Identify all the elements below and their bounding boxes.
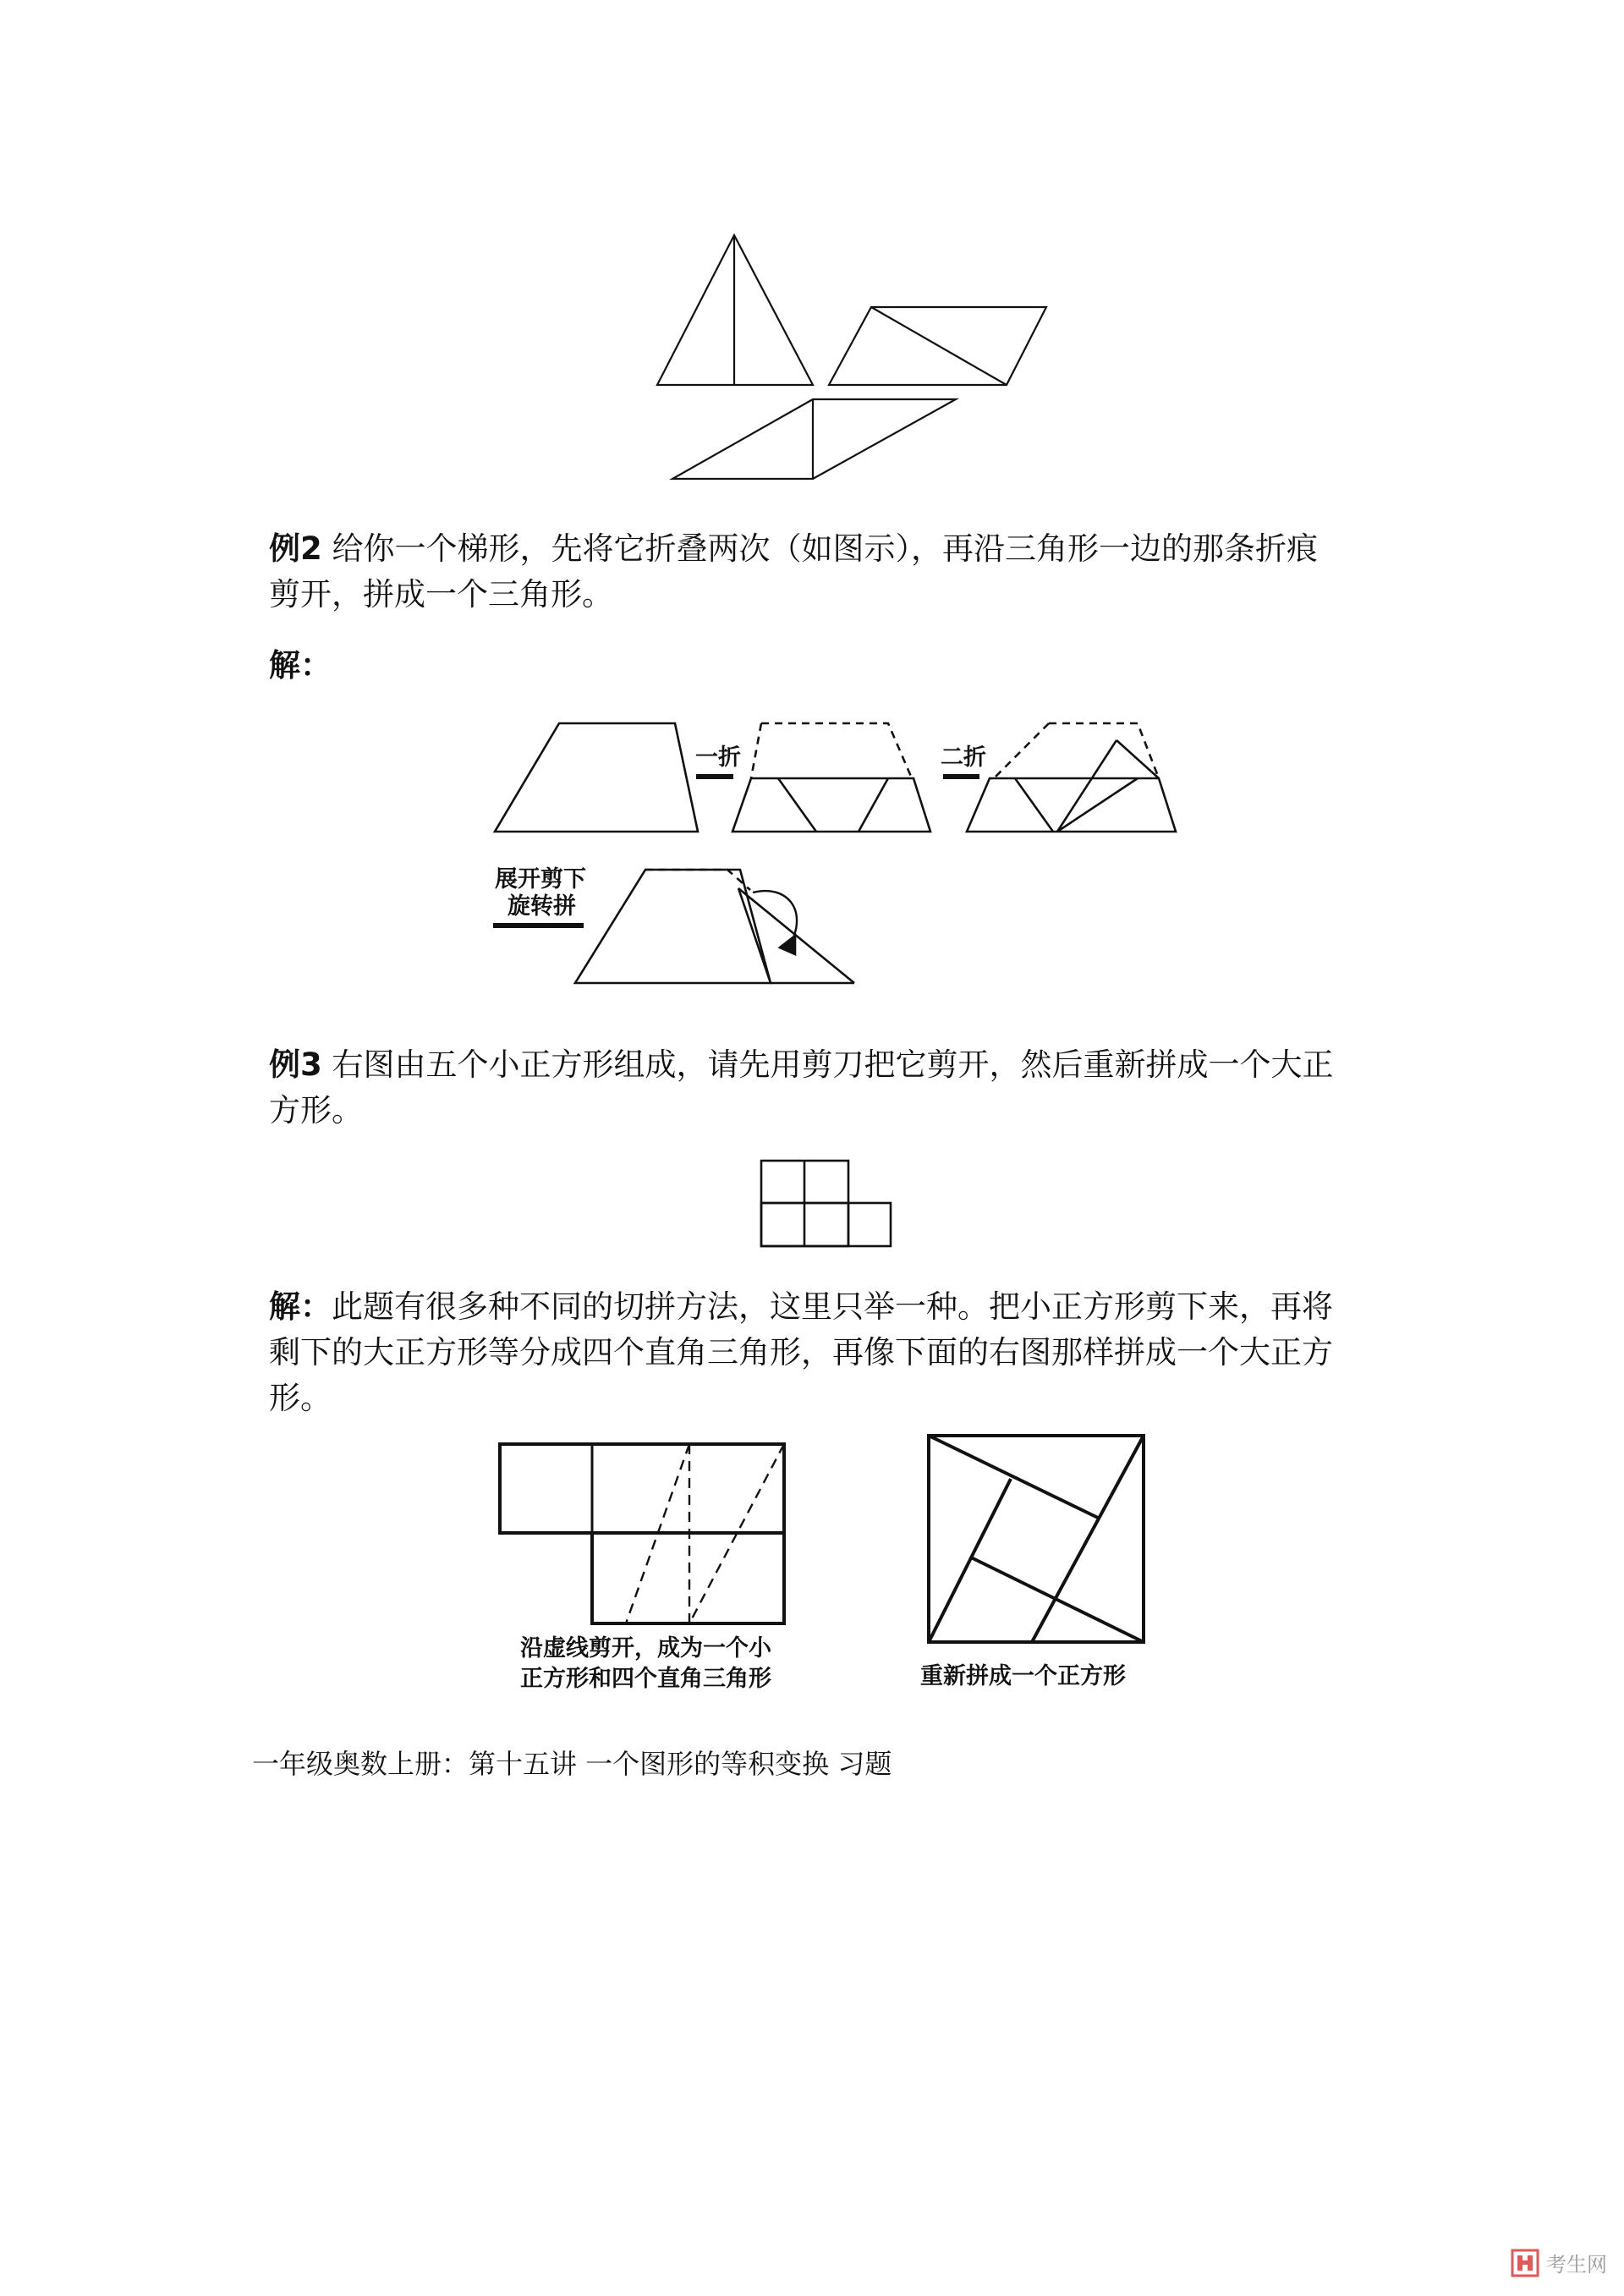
example3-text-line2: 方形。 [269, 1092, 363, 1129]
solution3-text-line1: 此题有很多种不同的切拼方法，这里只举一种。把小正方形剪下来，再将 [332, 1288, 1333, 1325]
five-squares-figure [761, 1161, 891, 1246]
kaosheng-logo-icon [1511, 2249, 1539, 2277]
top-parallelogram-right [829, 307, 1046, 385]
page-footer: 一年级奥数上册：第十五讲 一个图形的等积变换 习题 [252, 1748, 892, 1780]
unfold-rotate-figure [575, 870, 854, 983]
solution3-label: 解： [269, 1288, 332, 1325]
caption-right: 重新拼成一个正方形 [920, 1663, 1126, 1689]
solution3-text-line3: 形。 [269, 1380, 332, 1416]
watermark [1511, 2248, 1607, 2277]
example3-text-line1: 右图由五个小正方形组成，请先用剪刀把它剪开，然后重新拼成一个大正 [332, 1046, 1334, 1083]
caption-left-line1: 沿虚线剪开，成为一个小 [520, 1635, 771, 1662]
example3-label: 例3 [269, 1046, 322, 1083]
fold2-figure [967, 723, 1176, 832]
example2-text-line2: 剪开，拼成一个三角形。 [269, 576, 613, 612]
top-triangle-figure [657, 235, 813, 385]
solution2-heading [269, 643, 1394, 689]
solution2-label: 解： [269, 647, 332, 684]
example2-text-line1: 给你一个梯形，先将它折叠两次（如图示），再沿三角形一边的那条折痕 [332, 530, 1319, 567]
fold2-label: 二折 [941, 744, 986, 771]
watermark-name: 考生网 [1546, 2253, 1607, 2277]
example2-paragraph [269, 526, 1394, 618]
fold1-label: 一折 [695, 744, 741, 771]
solution3-paragraph [269, 1284, 1394, 1421]
solution3-text-line2: 剩下的大正方形等分成四个直角三角形，再像下面的右图那样拼成一个大正方 [269, 1334, 1333, 1370]
reassembled-square-figure [929, 1436, 1144, 1642]
cut-lines-figure [500, 1444, 784, 1623]
caption-left-line2: 正方形和四个直角三角形 [520, 1666, 771, 1692]
example2-label: 例2 [269, 530, 322, 567]
example3-paragraph [269, 1042, 1394, 1134]
unfold-label-line1: 展开剪下 [495, 866, 586, 893]
fold1-figure [732, 723, 930, 832]
top-parallelogram-bottom [672, 399, 956, 479]
unfold-label-line2: 旋转拼 [508, 893, 576, 920]
trapezoid-figure [495, 723, 698, 832]
